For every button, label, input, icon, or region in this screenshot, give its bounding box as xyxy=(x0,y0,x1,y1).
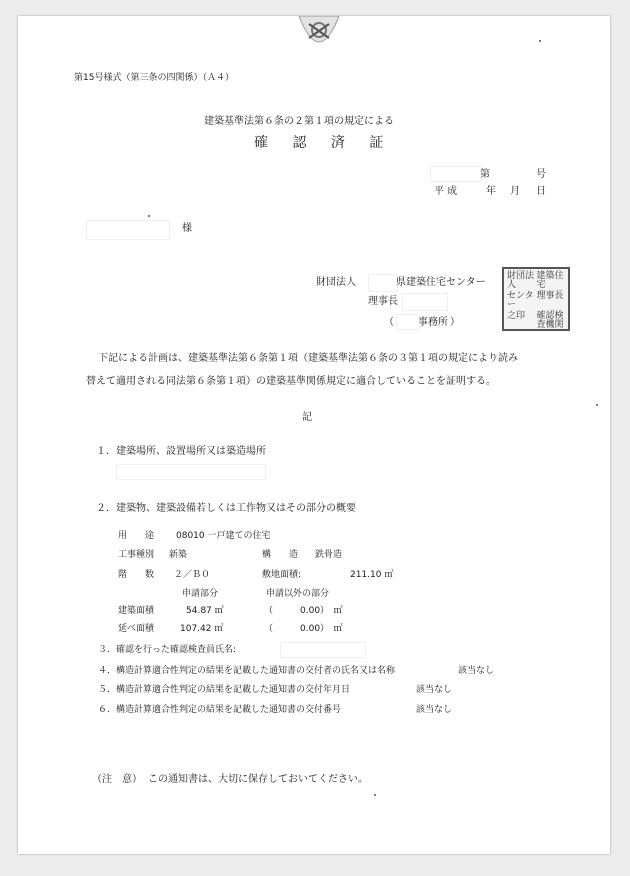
form-number: 第15号様式（第三条の四関係）（Ａ４） xyxy=(74,73,234,83)
site-area-value: 211.10 ㎡ xyxy=(350,570,394,580)
date-era: 平 成 xyxy=(434,186,458,197)
body-line-2: 替えて適用される同法第６条第１項）の建築基準関係規定に適合していることを証明する。 xyxy=(86,376,496,387)
building-area-value: 54.87 ㎡ xyxy=(186,606,224,616)
floors-value: ２／Ｂ０ xyxy=(174,570,211,580)
scan-speck xyxy=(596,404,598,406)
body-line-1: 下記による計画は、建築基準法第６条第１項（建築基準法第６条の３第１項の規定により読み xyxy=(98,353,518,364)
issuer-office-open: （ xyxy=(384,317,394,328)
floor-area-other: （ 0.00） ㎡ xyxy=(264,624,343,634)
note-label: （注 意） xyxy=(92,774,142,785)
redacted-location xyxy=(116,464,266,480)
item-5: ５．構造計算適合性判定の結果を記載した通知書の交付年月日 xyxy=(98,685,351,695)
issuer-org-prefix: 財団法人 xyxy=(316,277,356,288)
issuer-org-suffix: 県建築住宅センター xyxy=(396,277,486,288)
use-value: 08010 一戸建ての住宅 xyxy=(176,531,271,541)
structure-label: 構 造 xyxy=(262,550,299,560)
ki-heading: 記 xyxy=(302,412,312,423)
issuer-office-close: ） xyxy=(450,317,460,328)
seal-text: 建築住宅 xyxy=(536,271,564,291)
item-6-value: 該当なし xyxy=(416,705,453,715)
work-value: 新築 xyxy=(169,550,188,560)
item-4: ４．構造計算適合性判定の結果を記載した通知書の交付者の氏名又は名称 xyxy=(98,666,396,676)
item-2: ２．建築物、建築設備若しくは工作物又はその部分の概要 xyxy=(96,503,356,514)
site-area-label: 敷地面積: xyxy=(262,570,302,580)
building-area-other: （ 0.00） ㎡ xyxy=(264,606,343,616)
date-year: 年 xyxy=(486,186,496,197)
seal-text: センター xyxy=(507,290,534,311)
seal-text: 確認検査機関 xyxy=(536,310,564,331)
issuer-office: 事務所 xyxy=(418,317,448,328)
redacted-number xyxy=(430,166,482,182)
redacted-addressee xyxy=(86,220,170,240)
official-seal xyxy=(502,267,570,331)
work-label: 工事種別 xyxy=(118,550,155,560)
date-month: 月 xyxy=(510,186,520,197)
floors-label: 階 数 xyxy=(118,570,155,580)
redacted-inspector xyxy=(280,642,366,658)
redacted-prefecture xyxy=(368,274,398,292)
item-1: １．建築場所、設置場所又は築造場所 xyxy=(96,446,266,457)
redacted-office xyxy=(396,314,420,330)
scan-speck xyxy=(148,215,150,217)
item-5-value: 該当なし xyxy=(416,685,453,695)
redacted-director xyxy=(402,293,448,311)
use-label: 用 途 xyxy=(118,531,155,541)
seal-text: 之印 xyxy=(507,310,526,321)
floor-area-label: 延べ面積 xyxy=(118,624,155,634)
emblem-icon xyxy=(295,16,343,56)
addressee-suffix: 様 xyxy=(182,223,192,234)
date-day: 日 xyxy=(536,186,546,197)
applied-part-header: 申請部分 xyxy=(182,589,219,599)
certificate-subtitle: 建築基準法第６条の２第１項の規定による xyxy=(204,116,394,127)
seal-text: 理事長 xyxy=(536,290,564,301)
certificate-page xyxy=(18,16,610,854)
floor-area-value: 107.42 ㎡ xyxy=(180,624,224,634)
number-go: 号 xyxy=(536,169,546,180)
item-6: ６．構造計算適合性判定の結果を記載した通知書の交付番号 xyxy=(98,705,342,715)
scan-speck xyxy=(539,40,541,42)
other-part-header: 申請以外の部分 xyxy=(266,589,330,599)
number-dai: 第 xyxy=(480,169,490,180)
issuer-title: 理事長 xyxy=(368,296,398,307)
certificate-title: 確 認 済 証 xyxy=(254,135,394,151)
building-area-label: 建築面積 xyxy=(118,606,155,616)
item-4-value: 該当なし xyxy=(458,666,495,676)
scan-speck xyxy=(374,794,376,796)
seal-text: 財団法人 xyxy=(507,271,535,291)
note-text: この通知書は、大切に保存しておいてください。 xyxy=(148,774,368,785)
item-3: ３．確認を行った確認検査員氏名: xyxy=(98,645,237,655)
structure-value: 鉄骨造 xyxy=(315,550,343,560)
